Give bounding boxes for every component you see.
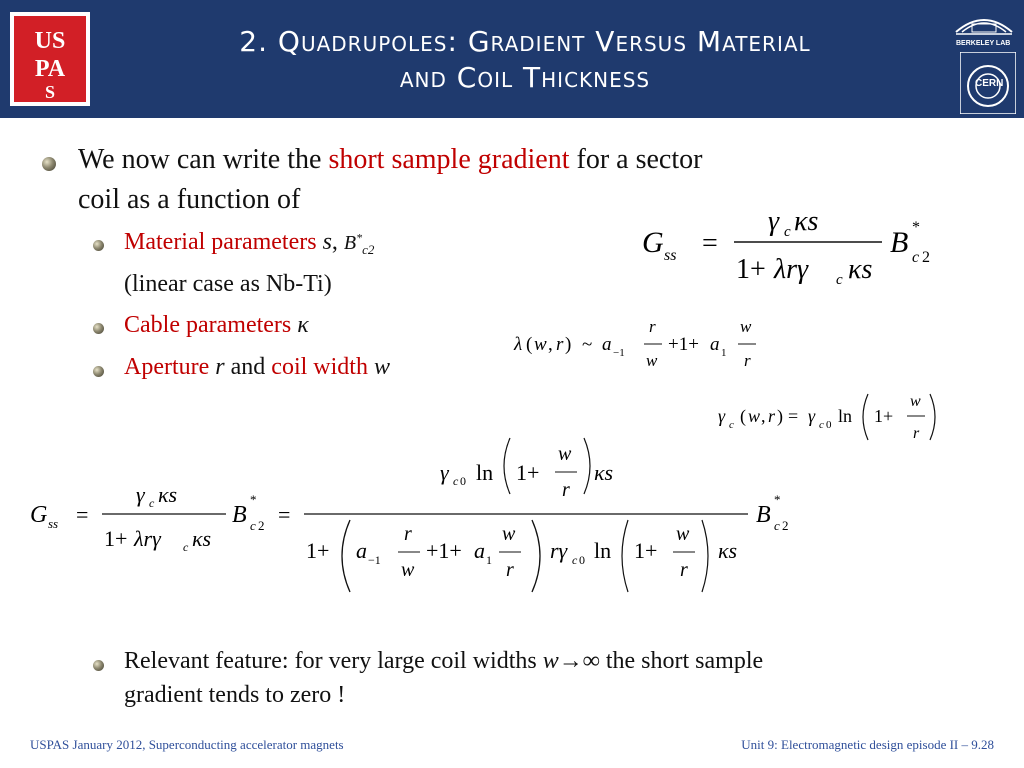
slide-title-line-1: 2. Quadrupoles: Gradient Versus Material bbox=[239, 25, 811, 58]
svg-text:r: r bbox=[649, 317, 656, 336]
svg-text:w: w bbox=[740, 317, 752, 336]
relevant-feature-text: Relevant feature: for very large coil widths bbox=[124, 648, 543, 674]
svg-text:=: = bbox=[76, 502, 89, 527]
svg-text:γ: γ bbox=[440, 460, 449, 485]
svg-text:1+: 1+ bbox=[104, 526, 128, 551]
berkeley-lab-logo-text: BERKELEY LAB bbox=[956, 40, 1011, 47]
coil-width-label: coil width bbox=[271, 354, 374, 380]
svg-text:1: 1 bbox=[486, 553, 492, 567]
slide-title bbox=[130, 24, 920, 96]
svg-text:,: , bbox=[761, 406, 766, 426]
svg-text:B: B bbox=[232, 502, 247, 528]
svg-text:*: * bbox=[250, 492, 257, 507]
svg-text:*: * bbox=[912, 219, 920, 236]
svg-text:ln: ln bbox=[838, 406, 853, 426]
svg-text:2: 2 bbox=[782, 518, 789, 533]
svg-text:B: B bbox=[756, 502, 771, 528]
bullet-relevant-feature-line-1 bbox=[124, 648, 763, 675]
sub-bullet-material-note: (linear case as Nb-Ti) bbox=[124, 271, 332, 297]
svg-text:,: , bbox=[548, 334, 553, 355]
svg-text:c: c bbox=[819, 419, 824, 431]
aperture-label: Aperture bbox=[124, 354, 216, 380]
svg-text:+1+: +1+ bbox=[426, 538, 462, 563]
svg-text:c: c bbox=[729, 419, 734, 431]
footer-course: USPAS January 2012, Superconducting accelerator magnets bbox=[30, 737, 344, 752]
equation-gss bbox=[636, 200, 956, 290]
bullet-main-line-2: coil as a function of bbox=[78, 184, 301, 215]
aperture-r: r bbox=[215, 354, 225, 380]
svg-text:=: = bbox=[702, 228, 718, 259]
svg-text:κs: κs bbox=[594, 460, 614, 485]
svg-text:): ) bbox=[565, 334, 572, 355]
svg-text:κs: κs bbox=[794, 206, 819, 237]
svg-text:ln: ln bbox=[476, 460, 494, 485]
svg-text:r: r bbox=[562, 479, 570, 501]
svg-text:w: w bbox=[748, 406, 761, 426]
sub-bullet-marker bbox=[93, 366, 104, 377]
svg-text:*: * bbox=[774, 492, 781, 507]
svg-text:κs: κs bbox=[192, 526, 212, 551]
sub-bullet-marker bbox=[93, 240, 104, 251]
svg-text:~: ~ bbox=[582, 334, 593, 355]
svg-text:1: 1 bbox=[721, 347, 727, 359]
svg-text:κs: κs bbox=[718, 538, 738, 563]
svg-text:c: c bbox=[572, 553, 578, 567]
svg-text:c: c bbox=[453, 474, 459, 488]
cable-kappa: κ bbox=[297, 312, 309, 338]
svg-text:κs: κs bbox=[848, 254, 873, 285]
svg-text:US: US bbox=[34, 28, 66, 54]
sub-bullet-aperture bbox=[124, 354, 390, 381]
svg-text:0: 0 bbox=[826, 419, 832, 431]
svg-text:1+: 1+ bbox=[874, 406, 894, 426]
svg-text:G: G bbox=[642, 226, 664, 259]
svg-text:rγ: rγ bbox=[550, 538, 568, 563]
svg-text:w: w bbox=[502, 523, 516, 545]
svg-text:r: r bbox=[680, 559, 688, 581]
svg-text:r: r bbox=[744, 351, 751, 370]
svg-text:PA: PA bbox=[34, 56, 66, 82]
svg-text:c: c bbox=[912, 249, 920, 266]
w-infinity: w→∞ bbox=[542, 648, 600, 674]
svg-text:λ: λ bbox=[514, 334, 523, 355]
svg-text:a: a bbox=[710, 334, 720, 355]
slide-title-line-2: and Coil Thickness bbox=[399, 61, 651, 94]
bullet-relevant-feature-line-2: gradient tends to zero ! bbox=[124, 682, 346, 708]
aperture-and: and bbox=[224, 354, 272, 380]
svg-text:γ: γ bbox=[136, 482, 145, 507]
bullet-main-highlight: short sample gradient bbox=[328, 144, 570, 175]
svg-text:c: c bbox=[774, 518, 780, 533]
material-bc2: $B^*_{c2}$ bbox=[343, 230, 375, 257]
sub-bullet-marker bbox=[93, 323, 104, 334]
equation-lambda bbox=[512, 312, 782, 374]
svg-text:1+: 1+ bbox=[516, 460, 540, 485]
material-label: Material parameters bbox=[124, 229, 323, 255]
svg-text:ss: ss bbox=[48, 516, 59, 531]
svg-text:2: 2 bbox=[258, 518, 265, 533]
svg-text:(: ( bbox=[526, 334, 533, 355]
cern-logo-text: CERN bbox=[975, 78, 1004, 89]
svg-text:1+: 1+ bbox=[306, 538, 330, 563]
svg-text:γ: γ bbox=[718, 406, 726, 426]
svg-text:a: a bbox=[474, 538, 485, 563]
material-s: s bbox=[322, 229, 332, 255]
svg-text:λrγ: λrγ bbox=[134, 526, 161, 551]
svg-text:w: w bbox=[676, 523, 690, 545]
svg-text:w: w bbox=[534, 334, 547, 355]
svg-text:=: = bbox=[788, 406, 799, 426]
bullet-main-line-1 bbox=[78, 144, 702, 176]
svg-text:B: B bbox=[890, 226, 909, 259]
svg-text:κs: κs bbox=[158, 482, 178, 507]
svg-text:ln: ln bbox=[594, 538, 612, 563]
uspas-logo bbox=[10, 12, 90, 106]
svg-text:w: w bbox=[401, 559, 415, 581]
svg-text:c: c bbox=[784, 224, 791, 240]
svg-text:ss: ss bbox=[664, 247, 677, 264]
svg-text:c: c bbox=[149, 496, 155, 510]
svg-text:r: r bbox=[913, 425, 920, 442]
svg-text:r: r bbox=[768, 406, 776, 426]
svg-text:w: w bbox=[558, 443, 572, 465]
slide-header bbox=[0, 0, 1024, 118]
sub-bullet-cable bbox=[124, 312, 309, 339]
svg-text:0: 0 bbox=[579, 553, 585, 567]
coil-width-w: w bbox=[373, 354, 390, 380]
svg-text:r: r bbox=[404, 523, 412, 545]
equation-gss-expanded bbox=[28, 430, 818, 600]
bullet-main-text-end: for a sector bbox=[569, 144, 703, 175]
svg-text:(: ( bbox=[740, 406, 746, 426]
svg-text:1+: 1+ bbox=[736, 254, 766, 285]
material-comma: , bbox=[331, 229, 344, 255]
bullet-main-text: We now can write the bbox=[78, 144, 329, 175]
svg-text:1+: 1+ bbox=[634, 538, 658, 563]
cable-label: Cable parameters bbox=[124, 312, 298, 338]
svg-text:2: 2 bbox=[922, 249, 930, 266]
svg-text:c: c bbox=[836, 272, 843, 288]
svg-text:−1: −1 bbox=[368, 553, 381, 567]
svg-text:w: w bbox=[646, 351, 658, 370]
bullet-marker bbox=[42, 157, 56, 171]
sub-bullet-marker bbox=[93, 660, 104, 671]
svg-text:0: 0 bbox=[460, 474, 466, 488]
svg-text:a: a bbox=[356, 538, 367, 563]
svg-text:γ: γ bbox=[808, 406, 816, 426]
svg-text:r: r bbox=[506, 559, 514, 581]
svg-text:G: G bbox=[30, 502, 48, 528]
svg-text:−1: −1 bbox=[613, 347, 625, 359]
svg-text:S: S bbox=[44, 82, 56, 102]
svg-text:λrγ: λrγ bbox=[774, 254, 809, 285]
svg-text:γ: γ bbox=[768, 206, 780, 237]
svg-text:+1+: +1+ bbox=[668, 334, 699, 355]
svg-text:a: a bbox=[602, 334, 612, 355]
svg-text:r: r bbox=[556, 334, 564, 355]
svg-text:): ) bbox=[777, 406, 783, 426]
svg-text:=: = bbox=[278, 502, 291, 527]
footer-slide-number: Unit 9: Electromagnetic design episode II – 9.28 bbox=[741, 737, 994, 752]
svg-text:w: w bbox=[910, 393, 921, 410]
svg-text:c: c bbox=[250, 518, 256, 533]
relevant-feature-text-end: the short sample bbox=[599, 648, 764, 674]
sub-bullet-material bbox=[124, 229, 374, 258]
svg-text:c: c bbox=[183, 540, 189, 554]
